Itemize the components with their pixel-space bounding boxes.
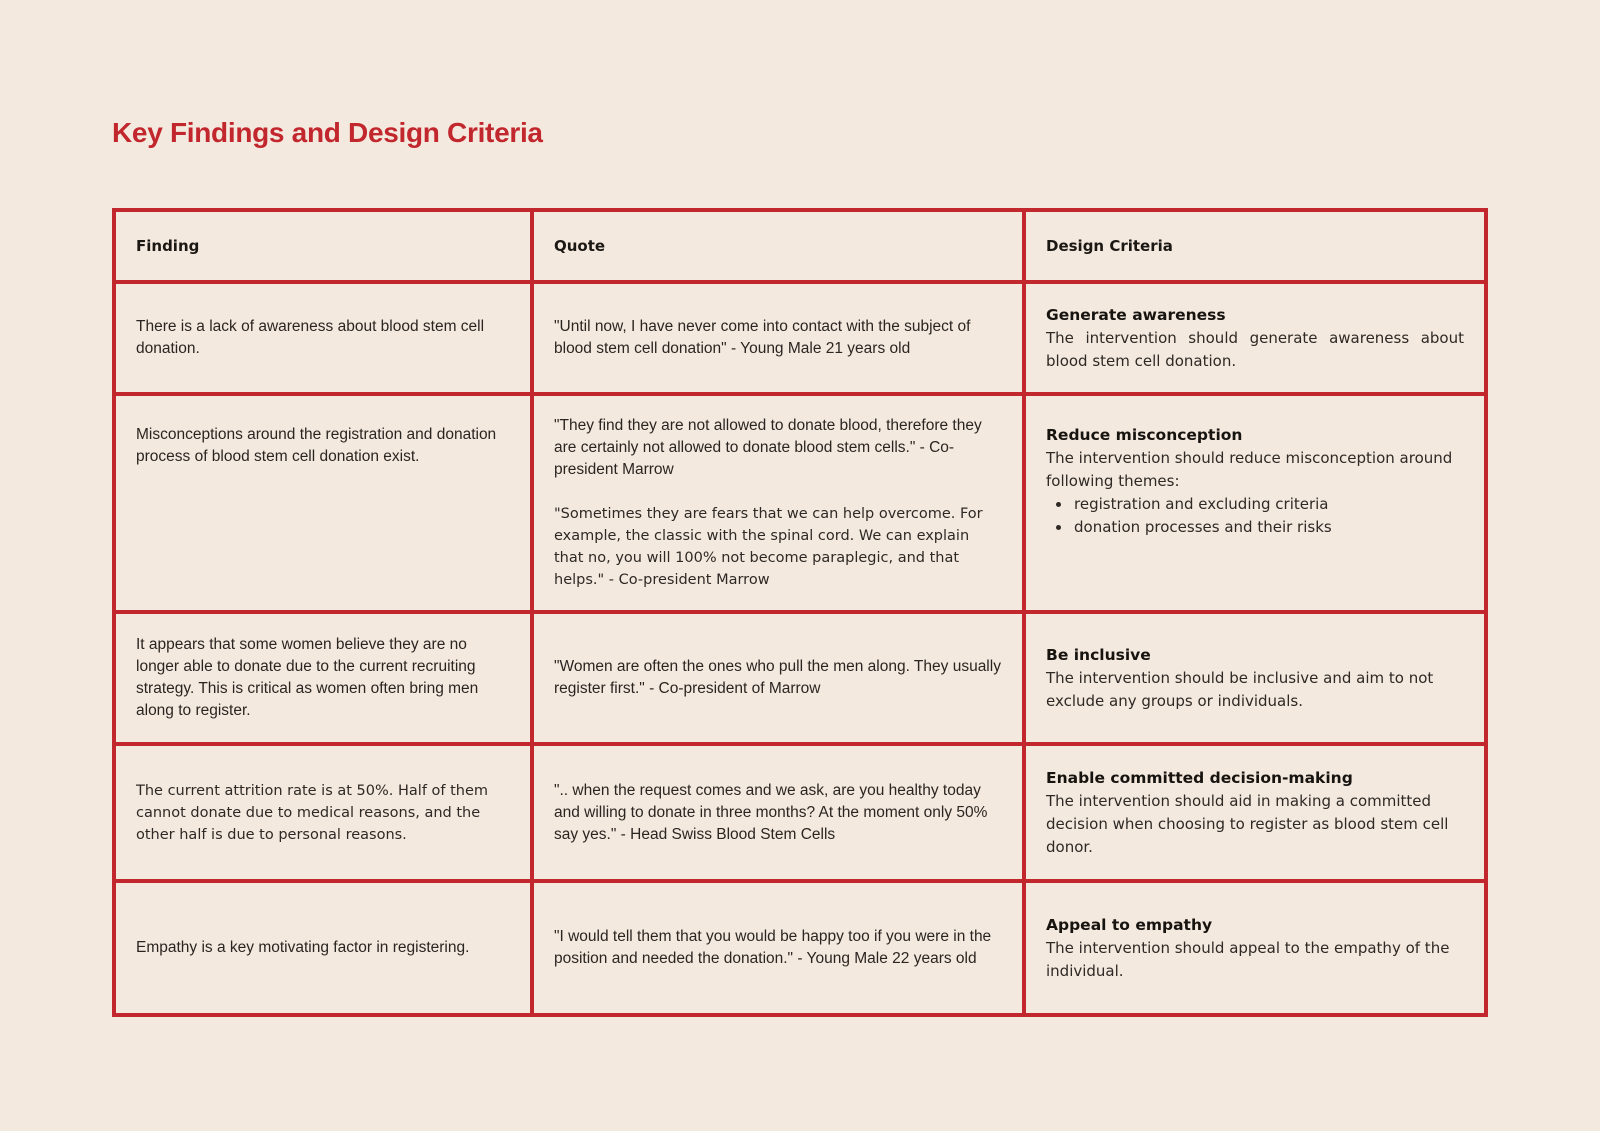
- quote-cell: [532, 394, 1024, 612]
- quote-cell: [532, 282, 1024, 394]
- finding-cell: [114, 612, 532, 744]
- bullet-item: • donation processes and their risks: [1072, 516, 1464, 539]
- table-row: [114, 282, 1486, 394]
- bullet-item: • registration and excluding criteria: [1072, 493, 1464, 516]
- design-bullet-list: [1046, 493, 1464, 539]
- design-body: The intervention should reduce misconception around following themes:: [1046, 449, 1453, 490]
- quote-paragraph: "I would tell them that you would be happy too if you were in the position and needed the donation." - Young Male 22 years old: [554, 928, 992, 967]
- quote-paragraph: "Until now, I have never come into contact with the subject of blood stem cell donation" - Young Male 21 years old: [554, 318, 971, 357]
- finding-cell: [114, 881, 532, 1015]
- finding-text: Misconceptions around the registration and donation process of blood stem cell donation exist.: [136, 426, 497, 465]
- design-title: Generate awareness: [1046, 305, 1226, 324]
- quote-cell: [532, 744, 1024, 881]
- finding-text: There is a lack of awareness about blood stem cell donation.: [136, 318, 485, 357]
- quote-paragraph: "Women are often the ones who pull the men along. They usually register first." - Co-president of Marrow: [554, 658, 1001, 697]
- page-title: Key Findings and Design Criteria: [112, 117, 543, 148]
- finding-cell: [114, 394, 532, 612]
- design-title: Be inclusive: [1046, 645, 1151, 664]
- table-row: [114, 612, 1486, 744]
- table-row: [114, 744, 1486, 881]
- design-cell: [1024, 881, 1486, 1015]
- finding-text: Empathy is a key motivating factor in registering.: [136, 939, 470, 956]
- design-cell: [1024, 282, 1486, 394]
- quote-cell: [532, 881, 1024, 1015]
- header-design-criteria: Design Criteria: [1024, 210, 1486, 282]
- design-cell: [1024, 394, 1486, 612]
- design-body: The intervention should appeal to the empathy of the individual.: [1046, 938, 1450, 980]
- finding-cell: [114, 744, 532, 881]
- design-body: The intervention should aid in making a committed decision when choosing to register as blood stem cell donor.: [1046, 791, 1449, 856]
- quote-paragraph: "They find they are not allowed to donate blood, therefore they are certainly not allowed to donate blood stem cells." - Co-president Marrow: [554, 417, 982, 478]
- design-body: The intervention should be inclusive and aim to not exclude any groups or individuals.: [1046, 668, 1434, 710]
- quote-paragraph: ".. when the request comes and we ask, are you healthy today and willing to donate in three months? At the moment only 50% say yes." - Head Swiss Blood Stem Cells: [554, 781, 988, 843]
- finding-cell: [114, 282, 532, 394]
- finding-text: It appears that some women believe they are no longer able to donate due to the current recruiting strategy. This is critical as women often bring men along to register.: [136, 636, 479, 719]
- table-row: [114, 881, 1486, 1015]
- quote-cell: [532, 612, 1024, 744]
- header-row: [114, 210, 1486, 282]
- design-cell: [1024, 612, 1486, 744]
- design-title: Appeal to empathy: [1046, 915, 1213, 934]
- design-body: The intervention should generate awareness about blood stem cell donation.: [1046, 328, 1464, 370]
- design-title: Reduce misconception: [1046, 426, 1243, 444]
- quote-paragraph: "Sometimes they are fears that we can help overcome. For example, the classic with the spinal cord. We can explain that no, you will 100% not become paraplegic, and that helps." - Co-president Marrow: [554, 506, 983, 588]
- design-cell: [1024, 744, 1486, 881]
- header-quote: Quote: [532, 210, 1024, 282]
- design-title: Enable committed decision-making: [1046, 768, 1353, 787]
- header-finding: Finding: [114, 210, 532, 282]
- findings-table: [112, 208, 1488, 1017]
- table-row: [114, 394, 1486, 612]
- finding-text: The current attrition rate is at 50%. Half of them cannot donate due to medical reasons, and the other half is due to personal reasons.: [136, 782, 489, 843]
